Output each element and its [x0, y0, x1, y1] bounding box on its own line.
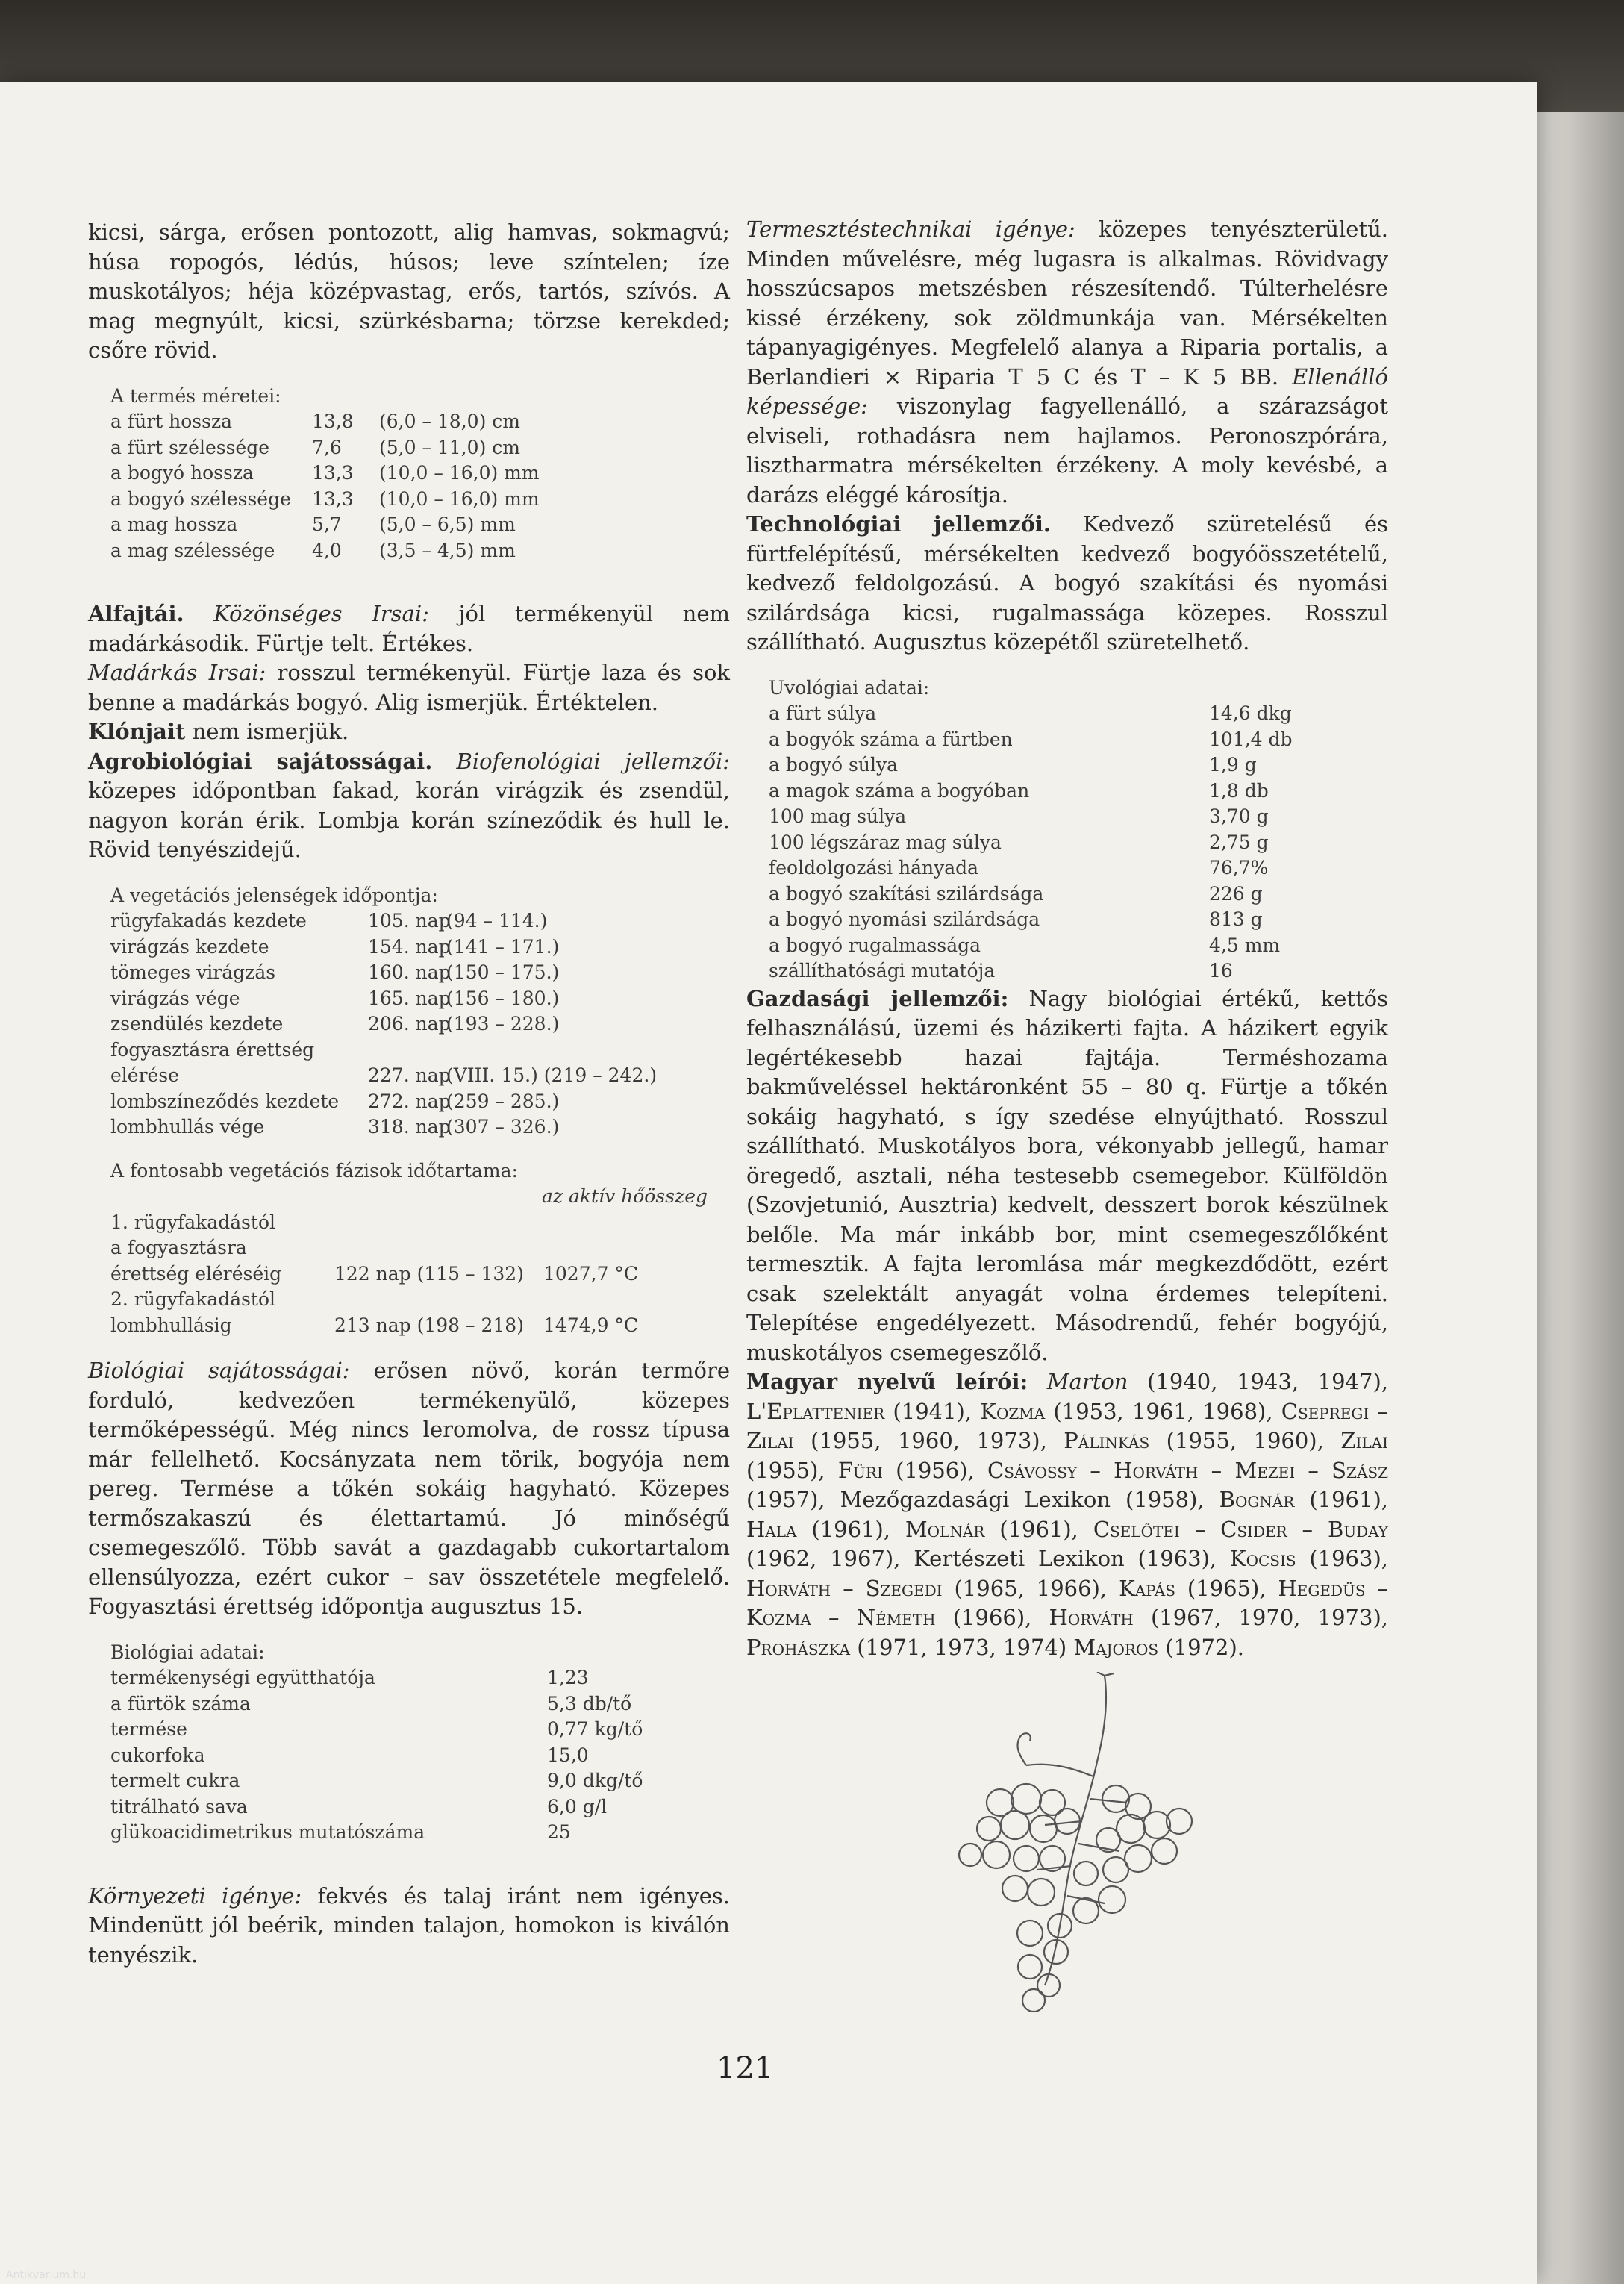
cell-label: a bogyók száma a fürtben [769, 728, 1013, 750]
footer-watermark: Antikvarium.hu [6, 2269, 87, 2281]
table-row [746, 958, 1388, 985]
cell-value: 15,0 [547, 1744, 589, 1766]
cell-value: 25 [547, 1821, 571, 1843]
table-row [88, 1063, 730, 1089]
cell-value: 14,6 dkg [1209, 702, 1292, 724]
tech-paragraph [746, 215, 1388, 510]
table-row [88, 1794, 730, 1820]
page-edge [1537, 112, 1624, 2284]
author-ref: Majoros [1073, 1634, 1159, 1660]
author-ref: (1955, 1960, 1973), [793, 1428, 1064, 1453]
bio-table-title: Biológiai adatai: [110, 1641, 265, 1663]
tech-text: közepes tenyészterületű. Minden művelésre, még lugasra is alkalmas. Rövidvagy hosszúcsapos metszésben részesítendő. Túlterhelésre kissé érzékeny, sok zöldmunkája van. Mérsékelten tápanyagigényes. Megfelelő alanya a Riparia portalis, a Berlandieri × Riparia T 5 C és T – K 5 BB. [746, 216, 1389, 390]
cell-range: (6,0 – 18,0) cm [379, 411, 520, 432]
cell-label: a fürtök száma [110, 1692, 251, 1714]
cell-label: érettség eléréséig [110, 1262, 282, 1285]
cell-range: (10,0 – 16,0) mm [379, 462, 540, 484]
cell-value: 76,7% [1209, 857, 1269, 879]
cell-sum [543, 1210, 648, 1236]
techno-text: Kedvező szüretelésű és fürtfelépítésű, mérsékelten kedvező bogyóösszetételű, kedvező feldolgozású. A bogyó szakítási és nyomási szilárdsága kicsi, rugalmassága közepes. Rosszul szállítható. Augusztus közepétől szüretelhető. [746, 511, 1388, 655]
cell-label: a bogyó szakítási szilárdsága [769, 882, 1044, 905]
author-ref: (1966), [935, 1605, 1049, 1630]
techno-paragraph [746, 510, 1388, 658]
cell-range: (94 – 114.) [446, 910, 548, 932]
author-ref: (1953, 1961, 1968), [1045, 1398, 1281, 1424]
ell-heading: Ellenálló képessége: [746, 363, 1388, 419]
author-ref: Csávossy – Horváth – Mezei – Szász [987, 1457, 1388, 1483]
cell-label: lombhullásig [110, 1314, 232, 1336]
cell-day: 165. nap [368, 987, 451, 1009]
phase-table [88, 1158, 730, 1339]
table-row [88, 538, 730, 564]
cell-day: 227. nap [368, 1064, 451, 1086]
author-ref: (1961), [984, 1516, 1093, 1542]
size-table [88, 384, 730, 564]
env-text: fekvés és talaj iránt nem igényes. Mindenütt jól beérik, minden talajon, homokon is kiválón tenyészik. [88, 1882, 731, 1968]
env-heading: Környezeti igénye: [88, 1882, 302, 1909]
agro-subheading: Biofenológiai jellemzői: [456, 748, 731, 774]
cell-sum [543, 1287, 648, 1313]
intro-paragraph: kicsi, sárga, erősen pontozott, alig hamvas, sokmagvú; húsa ropogós, lédús, húsos; leve színtelen; íze muskotályos; héja középvastag, erős, tartós, szívós. A mag megnyúlt, kicsi, szürkésbarna; törzse kerekded; csőre rövid. [88, 219, 730, 363]
table-row [88, 409, 730, 435]
author-ref: (1955), [746, 1457, 838, 1483]
uvo-table [746, 675, 1388, 985]
author-ref: (1956), [882, 1457, 988, 1483]
bio-table [88, 1640, 730, 1846]
author-ref: Hala [746, 1516, 797, 1542]
klon-heading: Klónjait [88, 719, 186, 744]
cell-label: feoldolgozási hányada [769, 857, 979, 879]
author-ref: (1971, 1973, 1974) [850, 1634, 1074, 1660]
author-ref: (1965), [1175, 1575, 1278, 1601]
author-ref: (1962, 1967), Kertészeti Lexikon (1963), [746, 1546, 1230, 1571]
cell-label: elérése [110, 1064, 179, 1086]
page-number: 121 [716, 2051, 774, 2085]
agro-paragraph [88, 747, 730, 865]
cell-value: 1,9 g [1209, 754, 1257, 776]
cell-label: virágzás kezdete [110, 935, 269, 958]
table-row [746, 752, 1388, 779]
phase-table-title: A fontosabb vegetációs fázisok időtartama: [110, 1159, 518, 1182]
table-row [746, 804, 1388, 830]
gazd-paragraph [746, 985, 1388, 1368]
cell-label: 1. rügyfakadástól [110, 1211, 276, 1233]
cell-label: glükoacidimetrikus mutatószáma [110, 1821, 425, 1843]
author-ref: Füri [837, 1457, 883, 1483]
cell-range [446, 1038, 693, 1064]
cell-label: a bogyó rugalmassága [769, 934, 981, 956]
cell-range: (141 – 171.) [446, 935, 560, 958]
cell-label: 100 mag súlya [769, 805, 907, 827]
table-row [746, 830, 1388, 856]
author-ref: Molnár [905, 1516, 985, 1542]
author-ref: (1965, 1966), [942, 1575, 1119, 1601]
cell-label: a fogyasztásra [110, 1237, 247, 1258]
cell-value: 5,3 db/tő [547, 1692, 632, 1714]
klon-text: nem ismerjük. [192, 719, 349, 744]
cell-label: a fürt szélessége [110, 436, 269, 458]
author-ref: Cselőtei – Csider – Buday [1093, 1516, 1388, 1542]
cell-label: titrálható sava [110, 1795, 248, 1817]
klon-paragraph [88, 717, 730, 747]
cell-day: 272. nap [368, 1090, 451, 1112]
author-ref: (1940, 1943, 1947), [1128, 1369, 1388, 1394]
table-row [88, 435, 730, 461]
cell-label: a mag szélessége [110, 539, 275, 561]
cell-range: (307 – 326.) [446, 1116, 560, 1138]
cell-label: a bogyó szélessége [110, 487, 291, 510]
cell-label: a magok száma a bogyóban [769, 779, 1030, 802]
cell-day: 160. nap [368, 961, 451, 983]
cell-day: 213 nap (198 – 218) [334, 1314, 524, 1336]
alfajtai-text-1: jól termékenyül nem madárkásodik. Fürtje telt. Értékes. [88, 601, 731, 656]
cell-label: termékenységi együtthatója [110, 1667, 375, 1688]
cell-day [334, 1287, 543, 1313]
cell-range: (VIII. 15.) (219 – 242.) [446, 1064, 658, 1086]
size-table-title: A termés méretei: [110, 384, 281, 407]
mny-paragraph [746, 1367, 1388, 1662]
cell-value: 9,0 dkg/tő [547, 1770, 643, 1791]
cell-label: a bogyó hossza [110, 462, 254, 484]
cell-range: (150 – 175.) [446, 961, 560, 983]
author-ref: Marton [1046, 1369, 1128, 1394]
author-ref: (1961), [796, 1516, 905, 1542]
bio-paragraph [88, 1356, 730, 1622]
cell-label: termése [110, 1718, 187, 1740]
cell-sum: 1474,9 °C [543, 1314, 639, 1336]
env-paragraph [88, 1882, 730, 1971]
phase-table-subtitle: az aktív hőösszeg [541, 1185, 708, 1207]
cell-range: (156 – 180.) [446, 987, 560, 1009]
cell-day: 318. nap [368, 1116, 451, 1138]
techno-heading: Technológiai jellemzői. [746, 511, 1052, 537]
cell-sum [543, 1235, 648, 1261]
cell-value: 16 [1209, 960, 1233, 982]
cell-range: (193 – 228.) [446, 1013, 560, 1035]
table-row [88, 1691, 730, 1717]
table-row [88, 908, 730, 934]
cell-sum: 1027,7 °C [543, 1262, 639, 1285]
cell-value: 13,8 [312, 411, 354, 432]
cell-label: rügyfakadás kezdete [110, 910, 307, 932]
cell-label: szállíthatósági mutatója [769, 960, 996, 982]
cell-value: 7,6 [312, 436, 342, 458]
author-ref: Csepregi – Zilai [746, 1398, 1389, 1453]
agro-text: közepes időpontban fakad, korán virágzik és zsendül, nagyon korán érik. Lombja korán színeződik és hull le. Rövid tenyészidejű. [88, 778, 730, 862]
cell-value: 13,3 [312, 487, 354, 510]
cell-range: (3,5 – 4,5) mm [379, 539, 516, 561]
author-ref: Horváth [1049, 1605, 1134, 1630]
cell-range: (10,0 – 16,0) mm [379, 487, 540, 510]
cell-value: 13,3 [312, 462, 354, 484]
cell-label: lombszíneződés kezdete [110, 1090, 340, 1112]
table-row [88, 1717, 730, 1743]
alfajtai-paragraph [88, 599, 730, 658]
agro-heading: Agrobiológiai sajátosságai. [88, 748, 433, 774]
vegetation-table-title: A vegetációs jelenségek időpontja: [110, 884, 438, 906]
table-row [746, 882, 1388, 908]
author-ref: (1955, 1960), [1149, 1428, 1341, 1453]
author-ref: Pálinkás [1064, 1428, 1150, 1453]
table-row [88, 1011, 730, 1038]
cell-day [334, 1235, 543, 1261]
cell-value: 3,70 g [1209, 805, 1269, 827]
alfajtai-name-1: Közönséges Irsai: [213, 601, 429, 626]
cell-label: a bogyó nyomási szilárdsága [769, 908, 1040, 930]
table-row [88, 1210, 730, 1236]
cell-label: cukorfoka [110, 1744, 205, 1766]
cell-value: 813 g [1209, 908, 1263, 930]
alfajtai-name-2: Madárkás Irsai: [88, 660, 266, 685]
author-ref: Kapás [1119, 1575, 1175, 1601]
cell-day: 154. nap [368, 935, 451, 958]
cell-label: a fürt hossza [110, 411, 233, 432]
cell-value: 1,8 db [1209, 779, 1269, 802]
right-column [746, 215, 1388, 1662]
cell-label: zsendülés kezdete [110, 1013, 284, 1035]
table-row [88, 1768, 730, 1794]
cell-value: 4,5 mm [1209, 934, 1281, 956]
uvo-table-title: Uvológiai adatai: [769, 676, 930, 699]
cell-label: 2. rügyfakadástól [110, 1288, 276, 1310]
author-ref: Kocsis [1229, 1546, 1296, 1571]
cell-label: a mag hossza [110, 514, 238, 535]
tech-heading: Termesztéstechnikai igénye: [746, 216, 1075, 242]
table-row [88, 461, 730, 487]
cell-value: 0,77 kg/tő [547, 1718, 643, 1740]
cell-label: lombhullás vége [110, 1116, 265, 1138]
bio-heading: Biológiai sajátosságai: [88, 1358, 350, 1383]
table-row [746, 933, 1388, 959]
cell-value: 5,7 [312, 514, 342, 535]
table-row [746, 727, 1388, 753]
cell-label: tömeges virágzás [110, 961, 276, 983]
cell-day: 122 nap (115 – 132) [334, 1262, 524, 1285]
author-ref: Kozma [980, 1398, 1046, 1424]
cell-range: (5,0 – 6,5) mm [379, 514, 516, 535]
table-row [88, 512, 730, 538]
cell-value: 101,4 db [1209, 728, 1293, 750]
cell-day [334, 1210, 543, 1236]
author-ref: (1972). [1158, 1634, 1244, 1660]
cell-day [368, 1038, 446, 1064]
cell-value: 2,75 g [1209, 831, 1269, 853]
table-row [88, 1235, 730, 1261]
cell-label: a fürt súlya [769, 702, 877, 724]
author-ref: (1967, 1970, 1973), [1133, 1605, 1388, 1630]
author-ref: Horváth – Szegedi [746, 1575, 943, 1601]
cell-day: 105. nap [368, 910, 451, 932]
table-row [88, 934, 730, 961]
author-ref: Bognár [1219, 1487, 1295, 1512]
author-ref: (1961), [1294, 1487, 1388, 1512]
cell-label: a bogyó súlya [769, 754, 898, 776]
author-ref: Zilai [1340, 1428, 1388, 1453]
cell-label: 100 légszáraz mag súlya [769, 831, 1002, 853]
table-row [746, 907, 1388, 933]
author-ref: Hegedüs – Kozma – Németh [746, 1575, 1389, 1630]
mny-heading: Magyar nyelvű leírói: [746, 1369, 1028, 1394]
table-row [88, 1038, 730, 1064]
table-row [88, 1089, 730, 1115]
cell-label: fogyasztásra érettség [110, 1038, 315, 1061]
author-ref: (1957), Mezőgazdasági Lexikon (1958), [746, 1487, 1219, 1512]
grape-bunch-illustration [955, 1672, 1403, 2120]
author-ref: Prohászka [746, 1634, 851, 1660]
gazd-text: Nagy biológiai értékű, kettős felhasználású, üzemi és házikerti fajta. A házikert egyik legértékesebb hazai fajtája. Terméshozama bakműveléssel hektáronként 55 – 80 q. Fürtje a tőkén sokáig hagyható, s így szedése elnyújtható. Rosszul szállítható. Muskotályos bora, vékonyabb jellegű, hamar öregedő, asztali, néha testesebb csemegebor. Külföldön (Szovjetunió, Ausztria) kedvelt, desszert borok készülnek belőle. Ma már inkább bor, mint csemegeszőlőként termesztik. A fajta leromlása már megkezdődött, ezért csak szelektált anyagát volna érdemes telepíteni. Telepítése engedélyezett. Másodrendű, fehér bogyójú, muskotályos csemegeszőlő. [746, 985, 1389, 1365]
bio-text: erősen növő, korán termőre forduló, kedvezően termékenyülő, közepes termőképességű. Még nincs leromolva, de rossz típusa már fellelhető. Kocsányzata nem törik, bogyója nem pereg. Termése a tőkén sokáig hagyható. Közepes termőszakaszú és élettartamú. Jó minőségű csemegeszőlő. Több savát a gazdagabb cukortartalom ellensúlyozza, ezért cukor – sav összetétele megfelelő. Fogyasztási érettség időpontja augusztus 15. [88, 1358, 730, 1619]
alfajtai-text-2: rosszul termékenyül. Fürtje laza és sok benne a madárkás bogyó. Alig ismerjük. Értéktelen. [88, 660, 731, 715]
table-row [746, 701, 1388, 727]
table-row [88, 1313, 730, 1339]
cell-value: 6,0 g/l [547, 1795, 608, 1817]
cell-value: 4,0 [312, 539, 342, 561]
alfajtai-heading: Alfajtái. [88, 601, 184, 626]
gazd-heading: Gazdasági jellemzői: [746, 985, 1009, 1011]
alfajtai-paragraph-2 [88, 658, 730, 717]
author-ref: (1941), [884, 1398, 981, 1424]
table-row [88, 960, 730, 986]
ell-text: viszonylag fagyellenálló, a szárazságot elviseli, rothadásra nem hajlamos. Peronoszpórára, lisztharmatra mérsékelten érzékeny. A moly kevésbé, a darázs eléggé károsítja. [746, 393, 1389, 508]
table-row [88, 1820, 730, 1846]
table-row [88, 1114, 730, 1141]
table-row [88, 1261, 730, 1288]
cell-range: (5,0 – 11,0) cm [379, 436, 520, 458]
table-row [88, 986, 730, 1012]
vegetation-table [88, 883, 730, 1141]
author-ref: L'Eplattenier [746, 1398, 885, 1424]
cell-value: 226 g [1209, 882, 1263, 905]
cell-label: termelt cukra [110, 1770, 240, 1791]
table-row [88, 1665, 730, 1691]
table-row [88, 1287, 730, 1313]
cell-day: 206. nap [368, 1013, 451, 1035]
table-row [746, 855, 1388, 882]
cell-label: virágzás vége [110, 987, 240, 1009]
cell-range: (259 – 285.) [446, 1090, 560, 1112]
table-row [88, 487, 730, 513]
table-row [88, 1743, 730, 1769]
author-ref: (1963), [1296, 1546, 1388, 1571]
table-row [746, 779, 1388, 805]
left-column [88, 218, 730, 1970]
cell-value: 1,23 [547, 1667, 589, 1688]
